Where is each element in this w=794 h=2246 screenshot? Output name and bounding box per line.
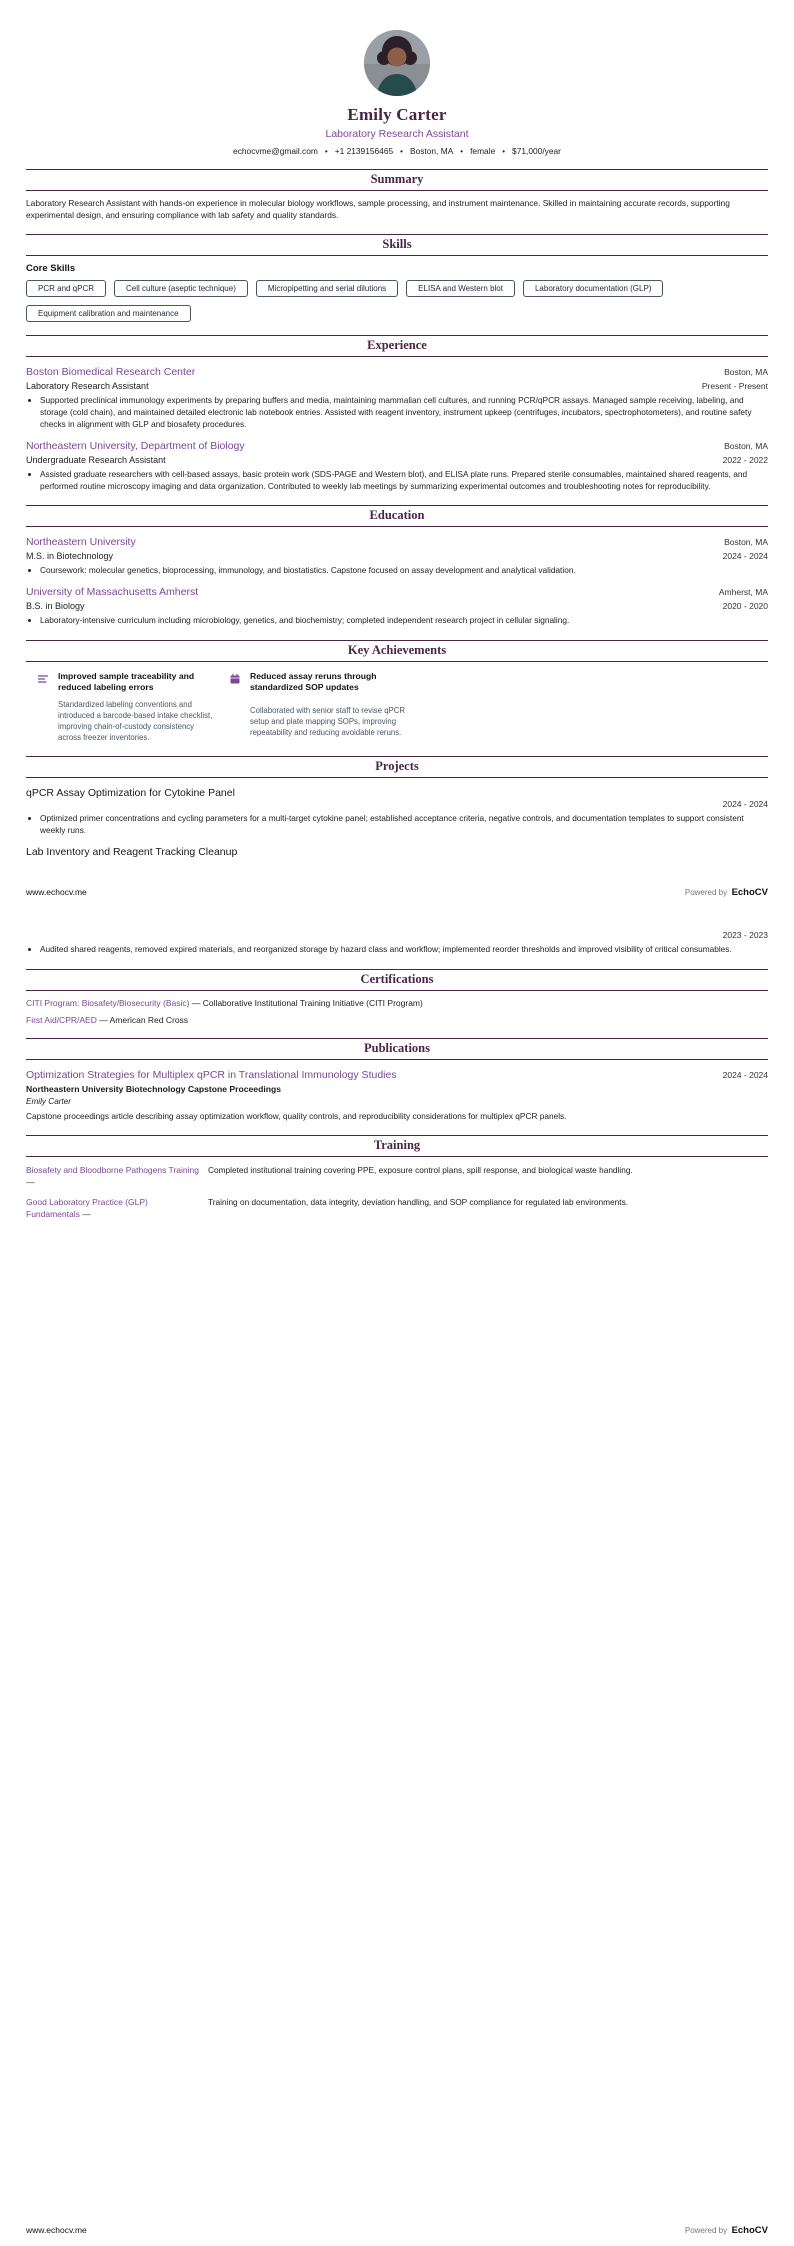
footer-brand[interactable]: EchoCV [731,886,768,898]
section-achievements [26,640,768,743]
skill-chip: Laboratory documentation (GLP) [523,280,664,297]
section-projects [26,756,768,955]
section-heading-training [26,1135,768,1157]
profile-photo-graphic [364,30,430,96]
section-heading-education [26,505,768,527]
project-entry [26,787,768,837]
contact-email[interactable]: echocvme@gmail.com [233,146,318,156]
project-title: Lab Inventory and Reagent Tracking Cleanup [26,845,238,858]
achievement-title: Improved sample traceability and reduced labeling errors [58,670,195,693]
section-title: Skills [26,234,768,256]
skill-chip: Micropipetting and serial dilutions [256,280,398,297]
training-description: Completed institutional training covering PPE, exposure control plans, spill response, and biological waste handling. [208,1165,633,1176]
separator-dash: — [99,1014,108,1025]
certification-item [26,1015,768,1025]
bullet: • Coursework: molecular genetics, bioprocessing, immunology, and biostatistics. Capstone focused on assay development and analytical validation. [40,565,768,577]
experience-entry [26,366,768,430]
company-name: Northeastern University, Department of Biology [26,439,245,452]
entry-location: Boston, MA [724,367,768,378]
separator-dot: • [502,146,506,156]
skill-chip: PCR and qPCR [26,280,106,297]
training-name[interactable]: Good Laboratory Practice (GLP) Fundamentals [26,1197,148,1220]
training-name[interactable]: Biosafety and Bloodborne Pathogens Training [26,1165,199,1176]
achievement-item [229,671,405,743]
contact-gender: female [470,146,496,156]
skill-chip: Cell culture (aseptic technique) [114,280,248,297]
summary-text: Laboratory Research Assistant with hands-on experience in molecular biology workflows, sample processing, and instrument maintenance. Skilled in maintaining accurate records, supporting experimental design, and ensuring compliance with lab safety and quality standards. [26,198,730,221]
education-entry [26,586,768,627]
certification-name[interactable]: First Aid/CPR/AED [26,1014,97,1025]
training-description: Training on documentation, data integrity, deviation handling, and SOP compliance for regulated lab environments. [208,1197,629,1208]
entry-dates: 2024 - 2024 [722,799,768,810]
section-summary [26,169,768,221]
contact-phone: +1 2139156465 [334,146,394,156]
project-entry [26,846,768,858]
entry-location: Boston, MA [724,440,768,451]
company-name: Boston Biomedical Research Center [26,366,196,379]
skill-chip: Equipment calibration and maintenance [26,305,191,322]
achievement-grid [26,671,768,743]
section-education [26,505,768,627]
skill-chip: ELISA and Western blot [406,280,515,297]
separator-dot: • [324,146,328,156]
entry-dates: Present - Present [701,381,768,392]
certification-issuer: American Red Cross [109,1014,189,1025]
footer-brand[interactable]: EchoCV [731,2225,768,2236]
entry-location: Amherst, MA [718,587,768,598]
education-entry [26,536,768,577]
entry-location: Boston, MA [724,537,768,548]
entry-dates: 2023 - 2023 [722,929,768,940]
publication-title: Optimization Strategies for Multiplex qPCR in Translational Immunology Studies [26,1068,397,1081]
footer-powered-by: Powered by [684,2226,728,2235]
certification-name[interactable]: CITI Program: Biosafety/Biosecurity (Basic) [26,997,190,1008]
separator-dot: • [400,146,403,156]
entry-dates: 2022 - 2022 [722,454,768,465]
person-name: Emily Carter [347,105,447,124]
section-title: Projects [26,756,768,778]
section-experience [26,335,768,492]
entry-dates: 2024 - 2024 [722,1069,768,1080]
contact-line [26,146,768,156]
project-title: qPCR Assay Optimization for Cytokine Panel [26,787,235,800]
separator-dash: — [191,997,201,1008]
experience-entry [26,440,768,493]
list-icon [37,671,53,690]
skill-chip-list [26,280,768,322]
section-title: Key Achievements [26,640,768,662]
bullet: • Laboratory-intensive curriculum including microbiology, genetics, and biochemistry; completed independent research project in cellular signaling. [40,615,768,627]
footer-site-link[interactable]: www.echocv.me [26,2225,87,2235]
section-title: Experience [26,335,768,357]
calendar-icon [229,671,245,690]
person-title: Laboratory Research Assistant [325,128,469,140]
contact-salary: $71,000/year [512,146,561,156]
section-certifications [26,969,768,1025]
section-heading-achievements [26,640,768,662]
entry-dates: 2020 - 2020 [722,601,768,612]
degree-title: M.S. in Biotechnology [26,551,114,562]
publication-venue: Northeastern University Biotechnology Capstone Proceedings [26,1083,282,1094]
footer-site-link[interactable]: www.echocv.me [26,886,87,897]
footer-powered-by: Powered by [684,887,728,897]
bullet: • Assisted graduate researchers with cell-based assays, basic protein work (SDS-PAGE and Western blot), and ELISA plate runs. Prepared sterile consumables, maintained shared reagents, and performed routine microscopy imaging and data organization. Contributed to weekly lab meetings by summarizing experimental outcomes and troubleshooting notes for reproducibility. [40,469,768,493]
entry-bullet-list [26,469,768,493]
bullet: • Supported preclinical immunology experiments by preparing buffers and media, maintaining mammalian cell cultures, and running PCR/qPCR assays. Managed sample receiving, labeling, and storage (cold chain), and maintained detailed electronic lab notebook entries. Assisted with reagent inventory, instrument upkeep (centrifuges, incubators, spectrophotometers), and routine safety checks in alignment with GLP and biosafety procedures. [40,395,768,430]
bullet: • Audited shared reagents, removed expired materials, and reorganized storage by hazard class and workflow; implemented reorder thresholds and improved visibility of critical consumables. [40,944,768,956]
entry-bullet-list [26,565,768,577]
training-name-wrap [26,1197,202,1221]
bullet: • Optimized primer concentrations and cycling parameters for a multi-target cytokine panel; established acceptance criteria, negative controls, and documentation templates to support consistent weekly runs. [40,813,768,837]
section-heading-summary [26,169,768,191]
entry-bullet-list [26,813,768,837]
separator-dash: — [26,1177,35,1188]
entry-bullet-list [26,944,768,956]
certification-issuer: Collaborative Institutional Training Initiative (CITI Program) [202,997,423,1008]
section-title: Education [26,505,768,527]
role-title: Laboratory Research Assistant [26,381,149,392]
header-photo-wrap [26,0,768,96]
training-name-wrap [26,1165,202,1189]
section-heading-projects [26,756,768,778]
publication-entry [26,1069,768,1123]
achievement-item [37,671,213,743]
entry-bullet-list [26,615,768,627]
role-title: Undergraduate Research Assistant [26,454,166,465]
certification-item [26,998,768,1008]
training-item [26,1165,768,1189]
section-heading-skills [26,234,768,256]
section-publications [26,1038,768,1123]
page-footer [26,882,768,900]
contact-location: Boston, MA [409,146,454,156]
separator-dash: — [82,1209,91,1220]
section-title: Certifications [26,969,768,991]
skills-group-title: Core Skills [26,263,76,275]
profile-photo [364,30,430,96]
section-training [26,1135,768,1221]
section-heading-certifications [26,969,768,991]
publication-authors: Emily Carter [26,1096,72,1106]
section-title: Publications [26,1038,768,1060]
degree-title: B.S. in Biology [26,601,85,612]
school-name: University of Massachusetts Amherst [26,586,199,599]
achievement-text: Collaborated with senior staff to revise qPCR setup and plate mapping SOPs, improving repeatability and reducing avoidable reruns. [250,705,406,737]
page-break-gap [26,900,768,930]
separator-dot: • [460,146,464,156]
entry-bullet-list [26,395,768,430]
section-heading-publications [26,1038,768,1060]
section-title: Summary [26,169,768,191]
entry-dates: 2024 - 2024 [722,551,768,562]
training-item [26,1197,768,1221]
school-name: Northeastern University [26,536,136,549]
achievement-title: Reduced assay reruns through standardized SOP updates [250,670,377,693]
achievement-text: Standardized labeling conventions and introduced a barcode-based intake checklist, improving chain-of-custody consistency across freezer inventories. [58,700,213,743]
section-heading-experience [26,335,768,357]
project-entry-continued [26,930,768,940]
page-footer [26,2220,768,2238]
section-title: Training [26,1135,768,1157]
publication-description: Capstone proceedings article describing assay optimization workflow, quality controls, and reproducibility considerations for multiplex qPCR panels. [26,1110,567,1121]
section-skills [26,234,768,322]
